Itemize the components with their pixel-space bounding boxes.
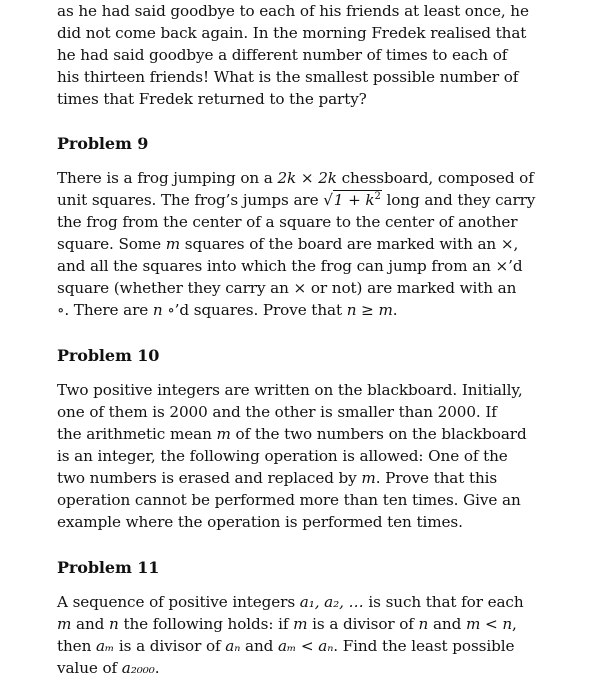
problem-11-body — [57, 591, 524, 679]
text-line: operation cannot be performed more than ten times. Give an — [57, 491, 521, 509]
text-line: two numbers is erased and replaced by m. Prove that this — [57, 469, 498, 487]
text-line: then aₘ is a divisor of aₙ and aₘ < aₙ. Find the least possible — [57, 637, 515, 655]
text-line: the arithmetic mean m of the two numbers on the blackboard — [57, 425, 527, 443]
text-line: example where the operation is performed ten times. — [57, 513, 463, 531]
text-line: A sequence of positive integers a₁, a₂, … is such that for each — [57, 593, 524, 611]
text-line: square (whether they carry an × or not) are marked with an — [57, 279, 517, 297]
text-line: the frog from the center of a square to the center of another — [57, 213, 518, 231]
text-line: and all the squares into which the frog can jump from an ×’d — [57, 257, 523, 275]
problem-9-heading: Problem 9 — [57, 134, 149, 153]
text-line: square. Some m squares of the board are marked with an ×, — [57, 235, 519, 253]
document-page — [57, 0, 536, 679]
text-line: ∘. There are n ∘’d squares. Prove that n ≥ m. — [57, 301, 398, 319]
text-line: value of a₂₀₀₀. — [57, 659, 160, 677]
text-line: m and n the following holds: if m is a divisor of n and m < n, — [57, 615, 517, 633]
text-line: he had said goodbye a different number of times to each of — [57, 46, 508, 64]
text-line: did not come back again. In the morning Fredek realised that — [57, 24, 527, 42]
text-line: Two positive integers are written on the blackboard. Initially, — [57, 381, 523, 399]
problem-9-body — [57, 167, 536, 321]
radicand: $1 + k^2$ — [333, 190, 381, 209]
sqrt-sign: √ — [323, 191, 333, 209]
problem-11-heading: Problem 11 — [57, 558, 160, 577]
text-line: There is a frog jumping on a 2k × 2k chessboard, composed of — [57, 169, 534, 187]
problem-10-body — [57, 379, 527, 533]
text-line: is an integer, the following operation is allowed: One of the — [57, 447, 508, 465]
problem-10-heading: Problem 10 — [57, 346, 160, 365]
text-line: unit squares. The frog’s jumps are $√1 + k^2$ long and they carry — [57, 190, 536, 209]
text-line: times that Fredek returned to the party? — [57, 90, 367, 108]
text-line: one of them is 2000 and the other is smaller than 2000. If — [57, 403, 497, 421]
text-line: as he had said goodbye to each of his friends at least once, he — [57, 2, 529, 20]
previous-problem-tail — [57, 0, 529, 110]
text-line: his thirteen friends! What is the smallest possible number of — [57, 68, 519, 86]
math: 2k × 2k — [277, 169, 337, 187]
